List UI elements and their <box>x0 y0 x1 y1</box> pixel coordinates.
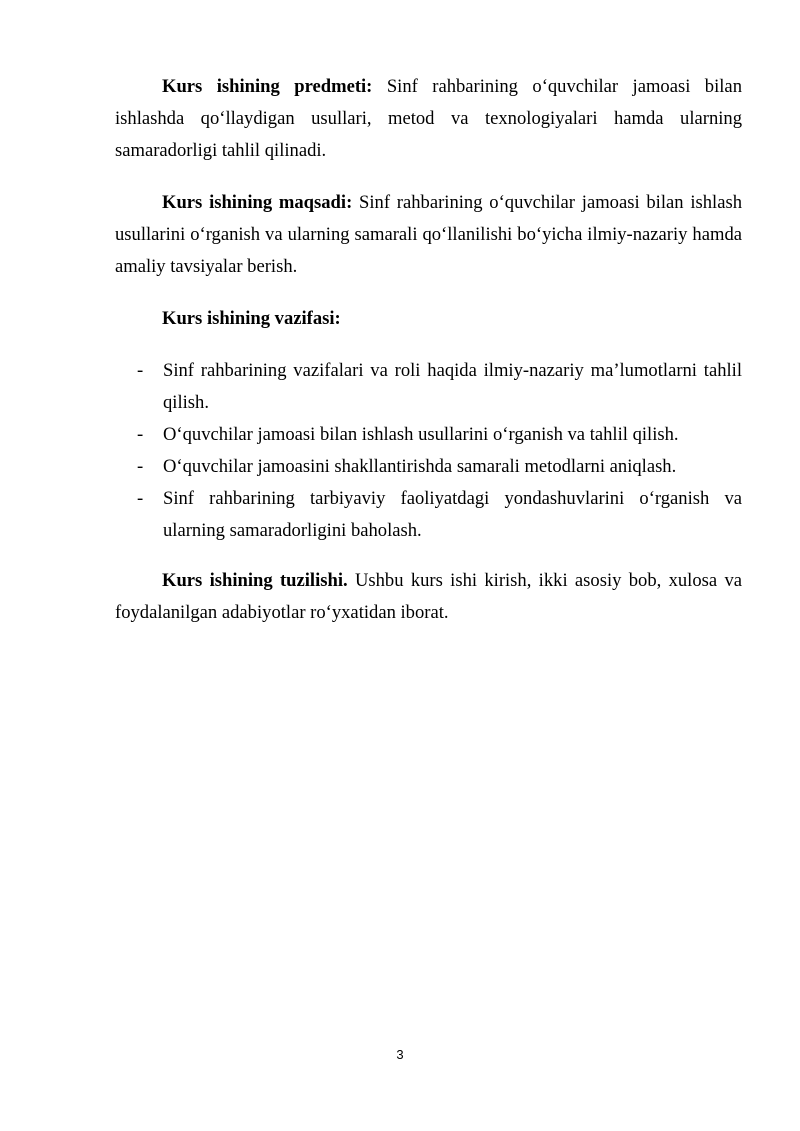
document-body <box>115 71 742 629</box>
list-item-text: O‘quvchilar jamoasi bilan ishlash usullarini o‘rganish va tahlil qilish. <box>163 424 679 445</box>
goal-paragraph <box>115 187 742 283</box>
tasks-label: Kurs ishining vazifasi: <box>162 308 341 329</box>
goal-label: Kurs ishining maqsadi: <box>162 192 353 213</box>
structure-text: Ushbu kurs ishi kirish, ikki asosiy bob, xulosa va foydalanilgan adabiyotlar ro‘yxatidan iborat. <box>115 570 742 623</box>
subject-text: Sinf rahbarining o‘quvchilar jamoasi bilan ishlashda qo‘llaydigan usullari, metod va texnologiyalari hamda ularning samaradorligi tahlil qilinadi. <box>115 76 742 161</box>
list-bullet: - <box>137 360 144 381</box>
list-bullet: - <box>137 456 144 477</box>
list-item <box>115 451 742 483</box>
list-item <box>115 483 742 547</box>
tasks-list <box>115 355 742 547</box>
list-item <box>115 419 742 451</box>
page-number: 3 <box>396 1047 404 1062</box>
list-item-text: O‘quvchilar jamoasini shakllantirishda samarali metodlarni aniqlash. <box>163 456 677 477</box>
structure-paragraph <box>115 565 742 629</box>
list-item <box>115 355 742 419</box>
list-bullet: - <box>137 424 144 445</box>
list-item-text: Sinf rahbarining tarbiyaviy faoliyatdagi yondashuvlarini o‘rganish va ularning samaradorligini baholash. <box>163 488 742 541</box>
list-item-text: Sinf rahbarining vazifalari va roli haqida ilmiy-nazariy ma’lumotlarni tahlil qilish. <box>163 360 742 413</box>
subject-paragraph <box>115 71 742 167</box>
list-bullet: - <box>137 488 144 509</box>
tasks-heading-paragraph <box>115 303 742 335</box>
goal-text: Sinf rahbarining o‘quvchilar jamoasi bilan ishlash usullarini o‘rganish va ularning samarali qo‘llanilishi bo‘yicha ilmiy-nazariy hamda amaliy tavsiyalar berish. <box>115 192 742 277</box>
subject-label: Kurs ishining predmeti: <box>162 76 373 97</box>
structure-label: Kurs ishining tuzilishi. <box>162 570 348 591</box>
